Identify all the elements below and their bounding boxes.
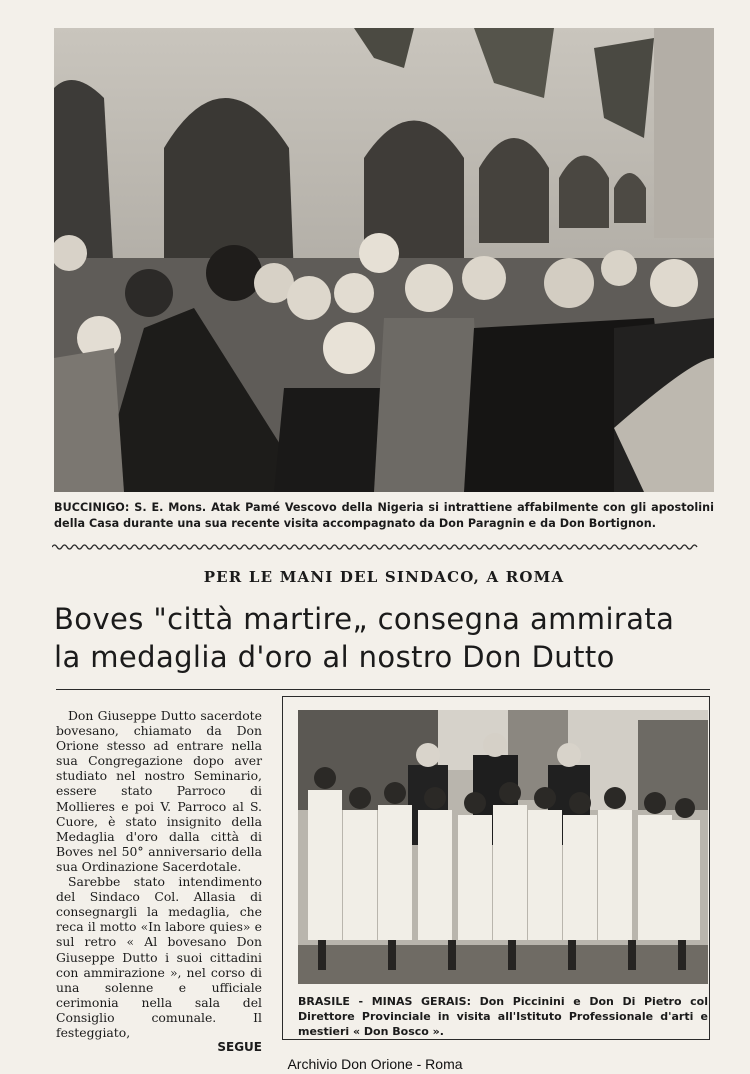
top-caption-text: S. E. Mons. Atak Pamé Vescovo della Nigeria si intrattiene affabilmente con gli apostolini della Casa durante una sua recente visita accompagnato da Don Paragnin e da Don Bortignon.: [54, 501, 714, 530]
bottom-caption-text: Don Piccinini e Don Di Pietro col Direttore Provinciale in visita all'Istituto Professionale d'arti e mestieri « Don Bosco ».: [298, 995, 708, 1038]
continues-label: SEGUE: [217, 1040, 262, 1055]
bottom-caption-place: BRASILE - MINAS GERAIS:: [298, 995, 471, 1008]
archive-footer: Archivio Don Orione - Roma: [287, 1056, 463, 1072]
article-body: [56, 708, 262, 1055]
article-kicker: PER LE MANI DEL SINDACO, A ROMA: [203, 568, 565, 586]
top-caption-place: BUCCINIGO:: [54, 501, 130, 514]
bottom-photo-image: [298, 710, 708, 984]
top-photo-image: [54, 28, 714, 492]
wavy-divider: [52, 543, 714, 551]
headline-line-1: Boves "città martire„ consegna ammirata: [54, 602, 675, 636]
bottom-photo: [298, 710, 708, 984]
headline-rule: [56, 689, 710, 690]
bottom-photo-caption: [298, 994, 708, 1039]
article-paragraph-2: Sarebbe stato intendimento del Sindaco Col. Allasia di consegnargli la medaglia, che reca il motto «In labore quies» e sul retro « Al bovesano Don Giuseppe Dutto i suoi cittadini con ammirazione », nel corso di una solenne e ufficiale cerimonia nella sala del Consiglio comunale. Il festeggiato,: [56, 874, 262, 1040]
article-headline: [54, 600, 714, 676]
headline-line-2: la medaglia d'oro al nostro Don Dutto: [54, 640, 615, 674]
article-paragraph-1: Don Giuseppe Dutto sacerdote bovesano, chiamato da Don Orione stesso ad entrare nella sua Congregazione dopo aver studiato nel nostro Seminario, essere stato Parroco di Mollieres e poi V. Parroco al S. Cuore, è stato insignito della Medaglia d'oro dalla città di Boves nel 50° anniversario della sua Ordinazione Sacerdotale.: [56, 708, 262, 874]
top-photo-caption: [54, 500, 714, 532]
top-photo: [54, 28, 714, 492]
